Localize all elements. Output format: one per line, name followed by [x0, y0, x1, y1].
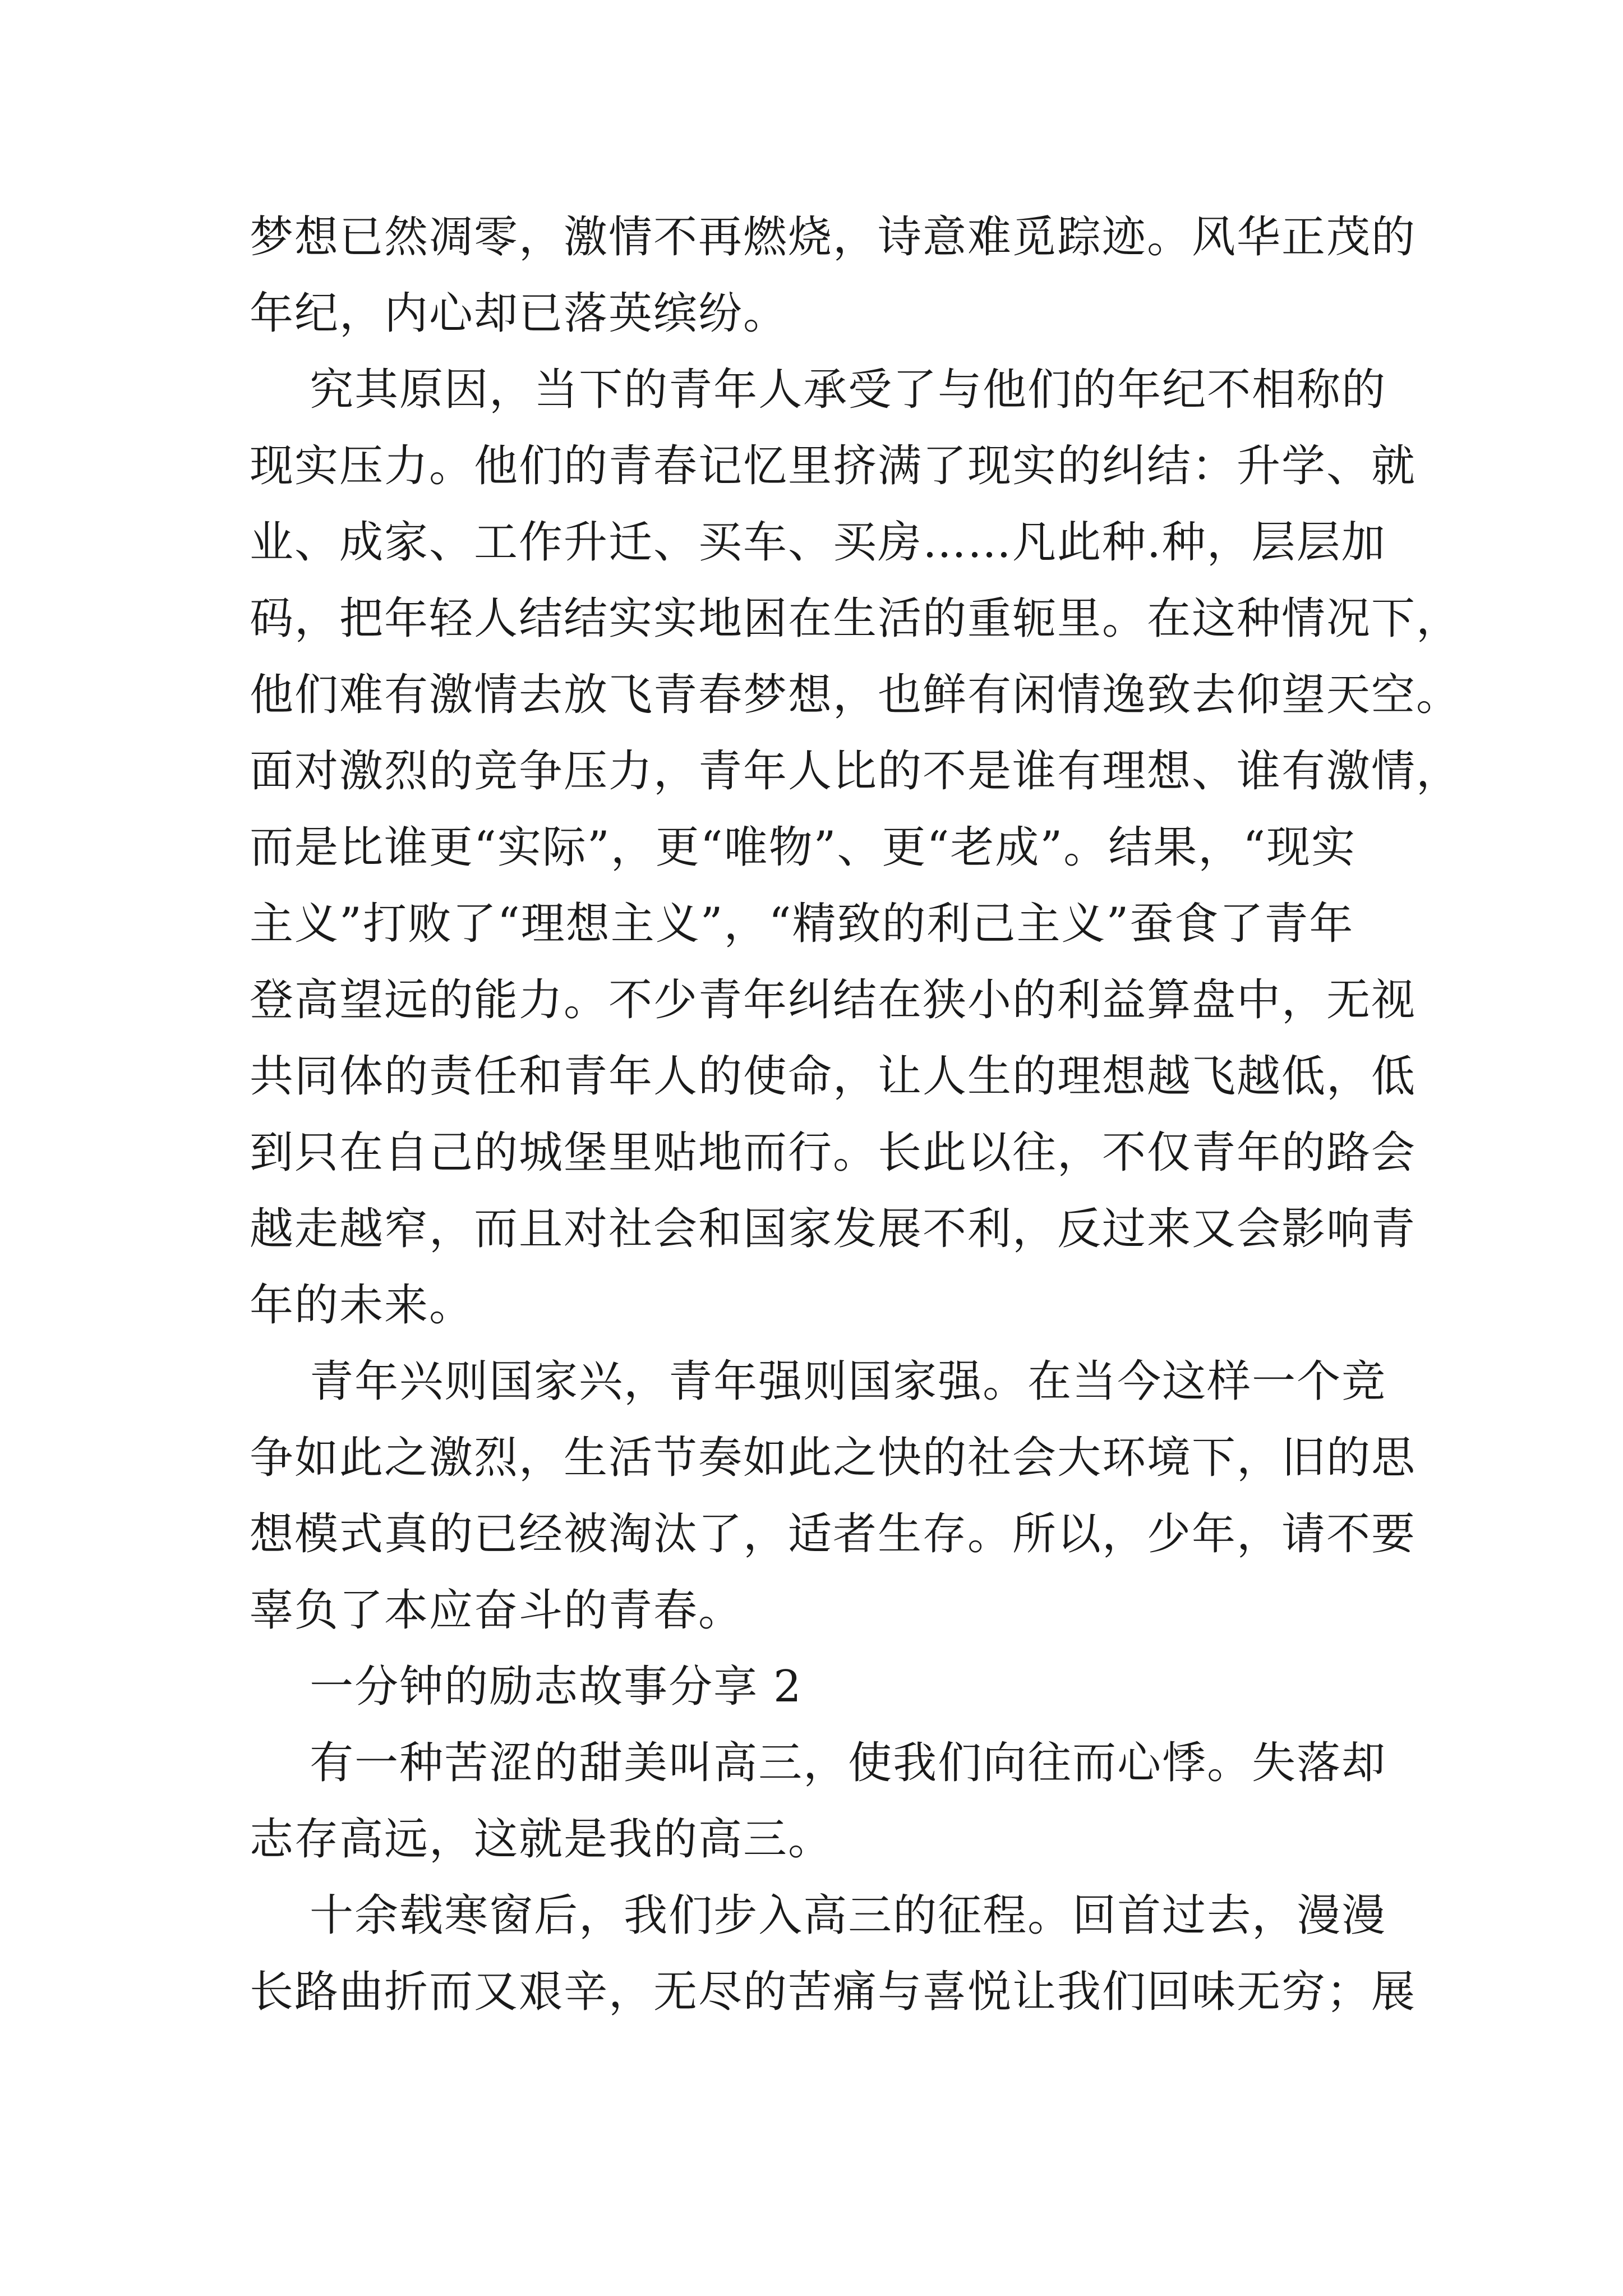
text-line: 业、成家、工作升迁、买车、买房……凡此种.种，层层加 — [250, 517, 1386, 568]
text-line: 青年兴则国家兴，青年强则国家强。在当今这样一个竞 — [250, 1356, 1387, 1407]
text-line: 越走越窄，而且对社会和国家发展不利，反过来又会影响青 — [250, 1204, 1417, 1254]
text-line: 究其原因，当下的青年人承受了与他们的年纪不相称的 — [250, 365, 1387, 415]
text-line: 争如此之激烈，生活节奏如此之快的社会大环境下，旧的思 — [250, 1433, 1417, 1483]
text-line: 他们难有激情去放飞青春梦想，也鲜有闲情逸致去仰望天空。 — [250, 670, 1461, 720]
text-line: 想模式真的已经被淘汰了，适者生存。所以，少年，请不要 — [250, 1509, 1417, 1559]
text-line: 志存高远，这就是我的高三。 — [250, 1814, 833, 1865]
body-text — [250, 199, 1461, 2030]
text-line: 共同体的责任和青年人的使命，让人生的理想越飞越低，低 — [250, 1051, 1417, 1102]
text-line: 有一种苦涩的甜美叫高三，使我们向往而心悸。失落却 — [250, 1738, 1387, 1788]
text-line: 码，把年轻人结结实实地困在生活的重轭里。在这种情况下， — [250, 593, 1461, 644]
text-line: 梦想已然凋零，激情不再燃烧，诗意难觅踪迹。风华正茂的 — [250, 212, 1417, 263]
text-line: 年的未来。 — [250, 1280, 474, 1331]
text-line: 面对激烈的竞争压力，青年人比的不是谁有理想、谁有激情， — [250, 746, 1461, 797]
text-line: 年纪，内心却已落英缤纷。 — [250, 288, 789, 339]
text-line: 登高望远的能力。不少青年纠结在狭小的利益算盘中，无视 — [250, 975, 1417, 1025]
text-line: 主义”打败了“理想主义”，“精致的利己主义”蚕食了青年 — [250, 899, 1354, 949]
text-line: 十余载寒窗后，我们步入高三的征程。回首过去，漫漫 — [250, 1890, 1387, 1941]
text-line: 到只在自己的城堡里贴地而行。长此以往，不仅青年的路会 — [250, 1128, 1417, 1178]
section-heading: 一分钟的励志故事分享 2 — [250, 1662, 803, 1712]
text-line: 长路曲折而又艰辛，无尽的苦痛与喜悦让我们回味无穷；展 — [250, 1967, 1417, 2017]
text-line: 辜负了本应奋斗的青春。 — [250, 1585, 744, 1636]
text-line: 现实压力。他们的青春记忆里挤满了现实的纠结：升学、就 — [250, 441, 1417, 491]
text-line: 而是比谁更“实际”，更“唯物”、更“老成”。结果，“现实 — [250, 822, 1357, 873]
